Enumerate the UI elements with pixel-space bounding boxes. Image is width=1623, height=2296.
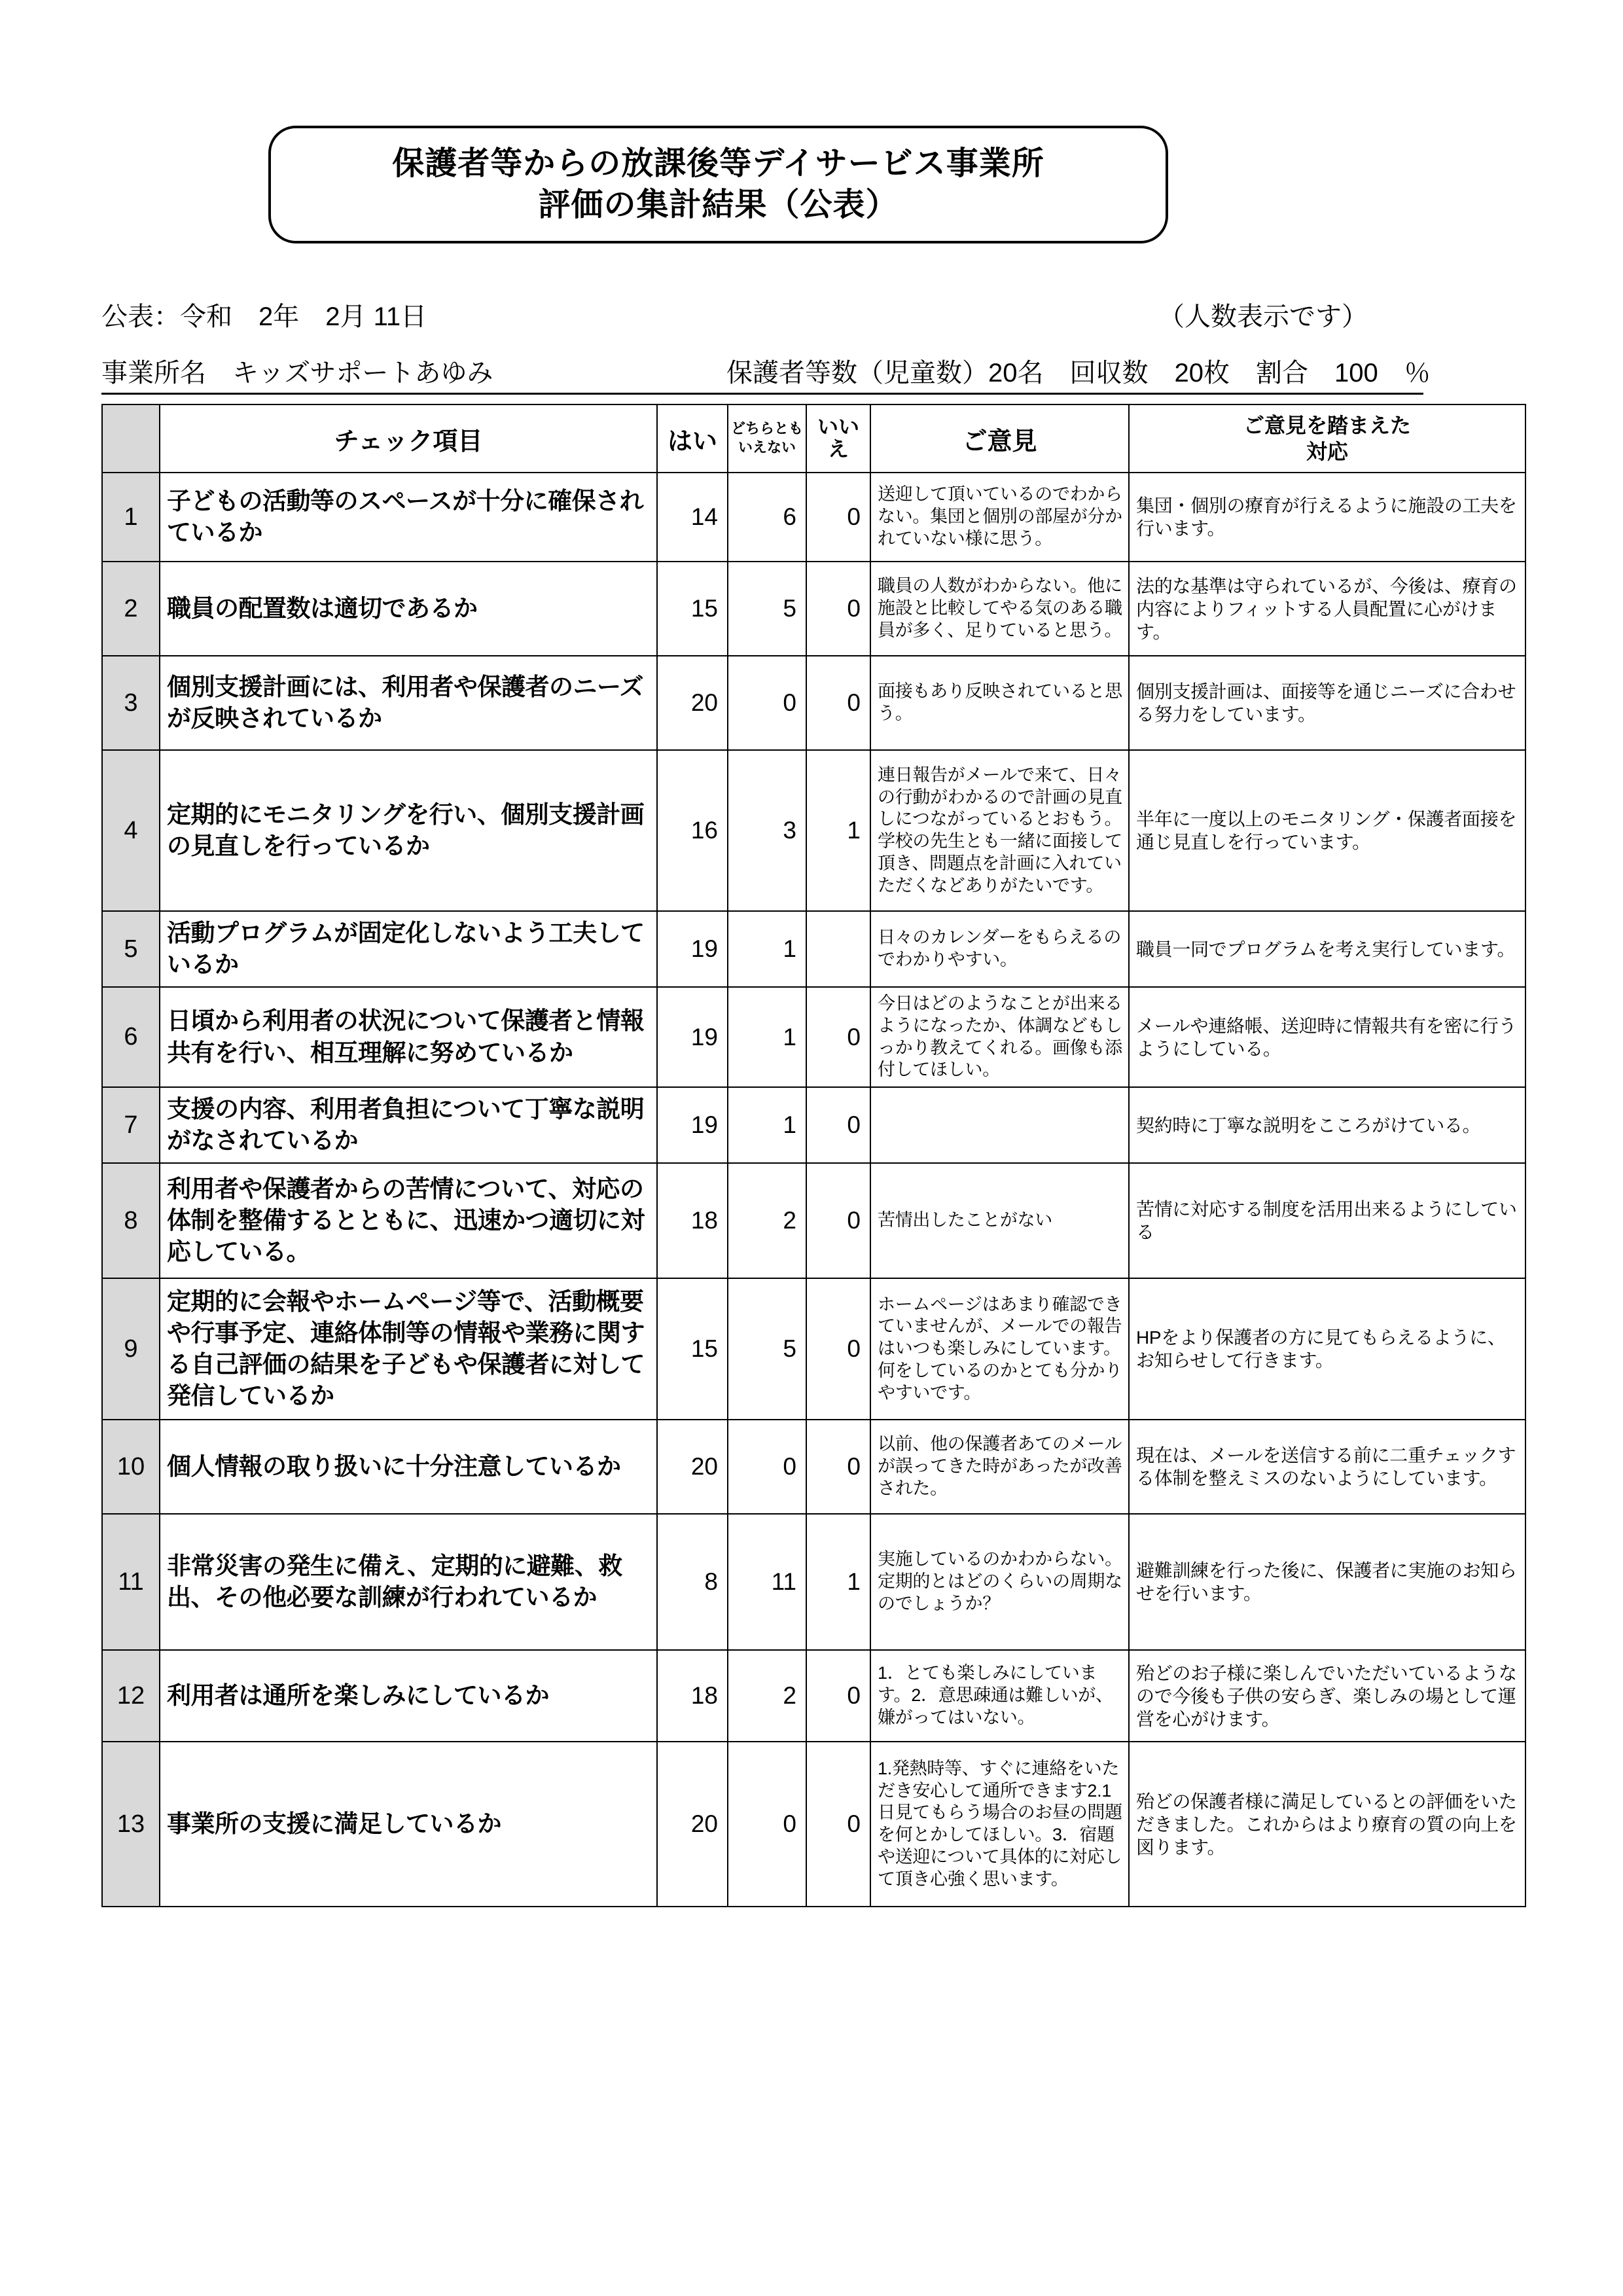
neutral-count: 11 bbox=[728, 1514, 806, 1650]
col-header-no-answer-line2: え bbox=[827, 437, 849, 461]
table-row bbox=[102, 473, 1525, 562]
yes-count: 15 bbox=[657, 562, 728, 656]
neutral-count: 0 bbox=[728, 1420, 806, 1514]
check-item: 支援の内容、利用者負担について丁寧な説明がなされているか bbox=[160, 1087, 657, 1163]
opinion-text: 面接もあり反映されていると思う。 bbox=[870, 656, 1129, 750]
response-text: 契約時に丁寧な説明をこころがけている。 bbox=[1129, 1087, 1525, 1163]
no-count: 0 bbox=[806, 1163, 870, 1278]
response-text: メールや連絡帳、送迎時に情報共有を密に行うようにしている。 bbox=[1129, 987, 1525, 1087]
opinion-text: 1．とても楽しみにしています。2．意思疎通は難しいが、嫌がってはいない。 bbox=[870, 1650, 1129, 1742]
title-line-1: 保護者等からの放課後等デイサービス事業所 bbox=[392, 146, 1044, 182]
no-count bbox=[806, 911, 870, 987]
row-number: 2 bbox=[102, 562, 160, 656]
col-header-yes: はい bbox=[657, 404, 728, 473]
yes-count: 20 bbox=[657, 1420, 728, 1514]
row-number: 5 bbox=[102, 911, 160, 987]
check-item: 利用者や保護者からの苦情について、対応の体制を整備するとともに、迅速かつ適切に対応している。 bbox=[160, 1163, 657, 1278]
check-item: 活動プログラムが固定化しないよう工夫しているか bbox=[160, 911, 657, 987]
row-number: 3 bbox=[102, 656, 160, 750]
check-item: 子どもの活動等のスペースが十分に確保されているか bbox=[160, 473, 657, 562]
opinion-text: 苦情出したことがない bbox=[870, 1163, 1129, 1278]
neutral-count: 1 bbox=[728, 1087, 806, 1163]
col-header-opinion: ご意見 bbox=[870, 404, 1129, 473]
yes-count: 16 bbox=[657, 750, 728, 911]
yes-count: 19 bbox=[657, 911, 728, 987]
row-number: 13 bbox=[102, 1742, 160, 1907]
row-number: 7 bbox=[102, 1087, 160, 1163]
row-number: 12 bbox=[102, 1650, 160, 1742]
opinion-text: 以前、他の保護者あてのメールが誤ってきた時があったが改善された。 bbox=[870, 1420, 1129, 1514]
col-header-neutral-line2: いえない bbox=[738, 439, 796, 456]
response-text: 殆どのお子様に楽しんでいただいているようなので今後も子供の安らぎ、楽しみの場として運営を心がけます。 bbox=[1129, 1650, 1525, 1742]
no-count: 0 bbox=[806, 1650, 870, 1742]
table-row bbox=[102, 1514, 1525, 1650]
table-row bbox=[102, 911, 1525, 987]
evaluation-table bbox=[101, 404, 1526, 1907]
yes-count: 19 bbox=[657, 987, 728, 1087]
opinion-text: 連日報告がメールで来て、日々の行動がわかるので計画の見直しにつながっているとおもう。学校の先生とも一緒に面接して頂き、問題点を計画に入れていただくなどありがたいです。 bbox=[870, 750, 1129, 911]
neutral-count: 1 bbox=[728, 911, 806, 987]
response-text: HPをより保護者の方に見てもらえるように、お知らせして行きます。 bbox=[1129, 1278, 1525, 1420]
check-item: 定期的に会報やホームページ等で、活動概要や行事予定、連絡体制等の情報や業務に関する自己評価の結果を子どもや保護者に対して発信しているか bbox=[160, 1278, 657, 1420]
table-row bbox=[102, 987, 1525, 1087]
no-count: 0 bbox=[806, 1278, 870, 1420]
table-row bbox=[102, 1087, 1525, 1163]
response-text: 職員一同でプログラムを考え実行しています。 bbox=[1129, 911, 1525, 987]
yes-count: 20 bbox=[657, 1742, 728, 1907]
col-header-neutral-line1: どちらとも bbox=[730, 420, 803, 437]
no-count: 0 bbox=[806, 562, 870, 656]
check-item: 事業所の支援に満足しているか bbox=[160, 1742, 657, 1907]
check-item: 利用者は通所を楽しみにしているか bbox=[160, 1650, 657, 1742]
no-count: 0 bbox=[806, 656, 870, 750]
row-number: 1 bbox=[102, 473, 160, 562]
check-item: 職員の配置数は適切であるか bbox=[160, 562, 657, 656]
title-line-2: 評価の集計結果（公表） bbox=[538, 187, 899, 223]
opinion-text: 今日はどのようなことが出来るようになったか、体調などもしっかり教えてくれる。画像も添付してほしい。 bbox=[870, 987, 1129, 1087]
publish-date: 公表：令和 2年 2月 11日 bbox=[101, 302, 427, 331]
row-number: 4 bbox=[102, 750, 160, 911]
col-header-response-line2: 対応 bbox=[1306, 440, 1348, 463]
no-count: 1 bbox=[806, 1514, 870, 1650]
col-header-item: チェック項目 bbox=[160, 404, 657, 473]
table-body bbox=[102, 473, 1525, 1907]
row-number: 11 bbox=[102, 1514, 160, 1650]
table-row bbox=[102, 562, 1525, 656]
yes-count: 20 bbox=[657, 656, 728, 750]
no-count: 0 bbox=[806, 473, 870, 562]
neutral-count: 2 bbox=[728, 1650, 806, 1742]
table-row bbox=[102, 1650, 1525, 1742]
row-number: 8 bbox=[102, 1163, 160, 1278]
response-text: 個別支援計画は、面接等を通じニーズに合わせる努力をしています。 bbox=[1129, 656, 1525, 750]
neutral-count: 0 bbox=[728, 656, 806, 750]
col-header-no bbox=[102, 404, 160, 473]
opinion-text: 日々のカレンダーをもらえるのでわかりやすい。 bbox=[870, 911, 1129, 987]
no-count: 1 bbox=[806, 750, 870, 911]
opinion-text bbox=[870, 1087, 1129, 1163]
row-number: 10 bbox=[102, 1420, 160, 1514]
office-name: 事業所名 キッズサポートあゆみ bbox=[101, 359, 493, 387]
yes-count: 15 bbox=[657, 1278, 728, 1420]
response-text: 法的な基準は守られているが、今後は、療育の内容によりフィットする人員配置に心がけます。 bbox=[1129, 562, 1525, 656]
no-count: 0 bbox=[806, 1420, 870, 1514]
table-row bbox=[102, 1742, 1525, 1907]
opinion-text: 1.発熱時等、すぐに連絡をいただき安心して通所できます2.1日見てもらう場合のお昼の問題を何とかしてほしい。3．宿題や送迎について具体的に対応して頂き心強く思います。 bbox=[870, 1742, 1129, 1907]
opinion-text: 実施しているのかわからない。定期的とはどのくらいの周期なのでしょうか？ bbox=[870, 1514, 1129, 1650]
no-count: 0 bbox=[806, 1742, 870, 1907]
yes-count: 8 bbox=[657, 1514, 728, 1650]
response-text: 半年に一度以上のモニタリング・保護者面接を通じ見直しを行っています。 bbox=[1129, 750, 1525, 911]
table-row bbox=[102, 656, 1525, 750]
yes-count: 18 bbox=[657, 1650, 728, 1742]
neutral-count: 3 bbox=[728, 750, 806, 911]
yes-count: 18 bbox=[657, 1163, 728, 1278]
display-note: （人数表示です） bbox=[1158, 302, 1368, 331]
check-item: 定期的にモニタリングを行い、個別支援計画の見直しを行っているか bbox=[160, 750, 657, 911]
col-header-response-line1: ご意見を踏まえた bbox=[1243, 414, 1411, 437]
response-text: 苦情に対応する制度を活用出来るようにしている bbox=[1129, 1163, 1525, 1278]
title-box bbox=[268, 126, 1168, 243]
neutral-count: 2 bbox=[728, 1163, 806, 1278]
col-header-response bbox=[1129, 404, 1525, 473]
response-counts: 保護者等数（児童数）20名 回収数 20枚 割合 100 ％ bbox=[726, 359, 1431, 387]
no-count: 0 bbox=[806, 1087, 870, 1163]
neutral-count: 5 bbox=[728, 562, 806, 656]
no-count: 0 bbox=[806, 987, 870, 1087]
table-row bbox=[102, 1420, 1525, 1514]
header-underline bbox=[101, 393, 1423, 395]
check-item: 日頃から利用者の状況について保護者と情報共有を行い、相互理解に努めているか bbox=[160, 987, 657, 1087]
col-header-no-answer-line1: いい bbox=[817, 415, 859, 439]
neutral-count: 1 bbox=[728, 987, 806, 1087]
table-row bbox=[102, 750, 1525, 911]
opinion-text: 送迎して頂いているのでわからない。集団と個別の部屋が分かれていない様に思う。 bbox=[870, 473, 1129, 562]
opinion-text: 職員の人数がわからない。他に施設と比較してやる気のある職員が多く、足りていると思う。 bbox=[870, 562, 1129, 656]
col-header-neutral bbox=[728, 404, 806, 473]
table-row bbox=[102, 1278, 1525, 1420]
row-number: 9 bbox=[102, 1278, 160, 1420]
check-item: 個別支援計画には、利用者や保護者のニーズが反映されているか bbox=[160, 656, 657, 750]
neutral-count: 6 bbox=[728, 473, 806, 562]
check-item: 個人情報の取り扱いに十分注意しているか bbox=[160, 1420, 657, 1514]
response-text: 現在は、メールを送信する前に二重チェックする体制を整えミスのないようにしています。 bbox=[1129, 1420, 1525, 1514]
check-item: 非常災害の発生に備え、定期的に避難、救出、その他必要な訓練が行われているか bbox=[160, 1514, 657, 1650]
opinion-text: ホームページはあまり確認できていませんが、メールでの報告はいつも楽しみにしています。 何をしているのかとても分かりやすいです。 bbox=[870, 1278, 1129, 1420]
yes-count: 14 bbox=[657, 473, 728, 562]
response-text: 殆どの保護者様に満足しているとの評価をいただきました。これからはより療育の質の向上を図ります。 bbox=[1129, 1742, 1525, 1907]
yes-count: 19 bbox=[657, 1087, 728, 1163]
table-header-row bbox=[102, 404, 1525, 473]
neutral-count: 0 bbox=[728, 1742, 806, 1907]
response-text: 集団・個別の療育が行えるように施設の工夫を行います。 bbox=[1129, 473, 1525, 562]
row-number: 6 bbox=[102, 987, 160, 1087]
table-row bbox=[102, 1163, 1525, 1278]
response-text: 避難訓練を行った後に、保護者に実施のお知らせを行います。 bbox=[1129, 1514, 1525, 1650]
col-header-no-answer bbox=[806, 404, 870, 473]
neutral-count: 5 bbox=[728, 1278, 806, 1420]
